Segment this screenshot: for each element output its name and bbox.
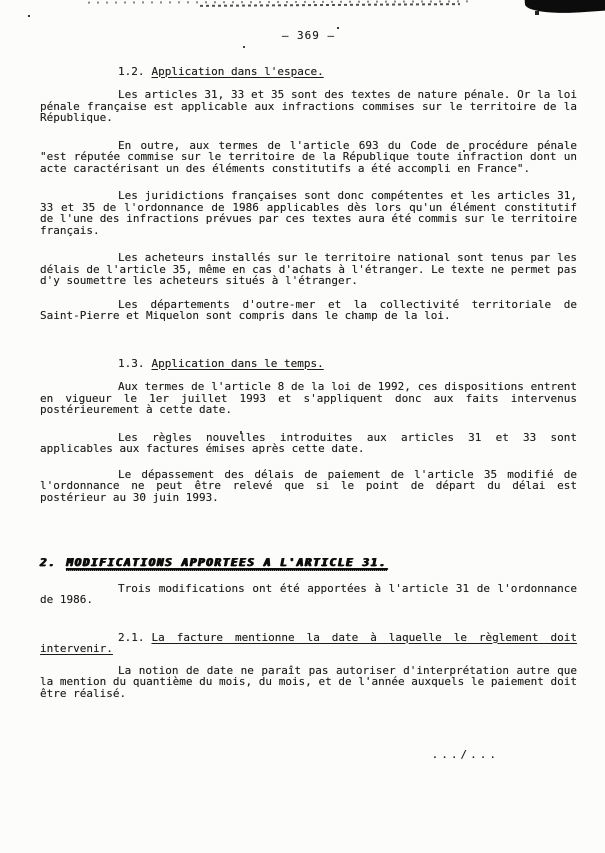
heading-number: 1.3.	[118, 356, 145, 370]
heading-number: 2.1.	[118, 630, 145, 644]
heading-1-2	[40, 66, 577, 78]
scan-artifact-stray-dots	[0, 0, 2, 2]
paragraph: Aux termes de l'article 8 de la loi de 1992, ces dispositions entrent en vigueur le 1er juillet 1993 et s'appliquent donc aux faits intervenus postérieurement à cette date.	[40, 380, 577, 416]
paragraph: Les règles nouvelles introduites aux articles 31 et 33 sont applicables aux factures émises après cette date.	[40, 430, 577, 455]
scan-artifact-speckle-strip-dark	[200, 3, 460, 7]
text-column	[40, 30, 577, 761]
heading-title: La facture mentionne la date à laquelle le règlement doit intervenir.	[40, 630, 577, 655]
scan-artifact-corner-blob	[524, 0, 605, 16]
heading-title: Application dans le temps.	[151, 356, 324, 370]
heading-number: 2.	[40, 556, 57, 569]
paragraph: Les juridictions françaises sont donc compétentes et les articles 31, 33 et 35 de l'ordonnance de 1986 applicables dès lors qu'un élément constitutif de l'une des infractions prévues par ces textes aura été commis sur le territoire français.	[40, 189, 577, 237]
heading-1-3	[40, 358, 577, 370]
page-number: — 369 —	[281, 29, 336, 42]
paragraph: Trois modifications ont été apportées à l'article 31 de l'ordonnance de 1986.	[40, 581, 577, 606]
heading-title: Application dans l'espace.	[151, 64, 324, 78]
paragraph: Les articles 31, 33 et 35 sont des textes de nature pénale. Or la loi pénale française est applicable aux infractions commises sur le territoire de la République.	[40, 88, 577, 124]
heading-number: 1.2.	[118, 64, 145, 78]
heading-title: MODIFICATIONS APPORTEES A L'ARTICLE 31.	[66, 556, 388, 569]
paragraph: Le dépassement des délais de paiement de l'article 35 modifié de l'ordonnance ne peut être relevé que si le point de départ du délai est postérieur au 30 juin 1993.	[40, 467, 577, 504]
heading-2-1	[40, 632, 577, 655]
heading-2-modifications	[40, 557, 577, 569]
paragraph: La notion de date ne paraît pas autoriser d'interprétation autre que la mention du quantième du mois, du mois, et de l'année auxquels le paiement doit être réalisé.	[40, 663, 577, 700]
paragraph: Les acheteurs installés sur le territoire national sont tenus par les délais de l'article 35, même en cas d'achats à l'étranger. Le texte ne permet pas d'y soumettre les acheteurs situés à l'étranger.	[40, 251, 577, 287]
paragraph: Les départements d'outre-mer et la collectivité territoriale de Saint-Pierre et Miquelon sont compris dans le champ de la loi.	[40, 297, 577, 322]
continuation-marker: .../...	[431, 748, 499, 761]
paragraph: En outre, aux termes de l'article 693 du Code de procédure pénale "est réputée commise sur le territoire de la République toute infraction dont un acte caractérisant un des éléments constitutifs a été accompli en France".	[40, 138, 577, 175]
